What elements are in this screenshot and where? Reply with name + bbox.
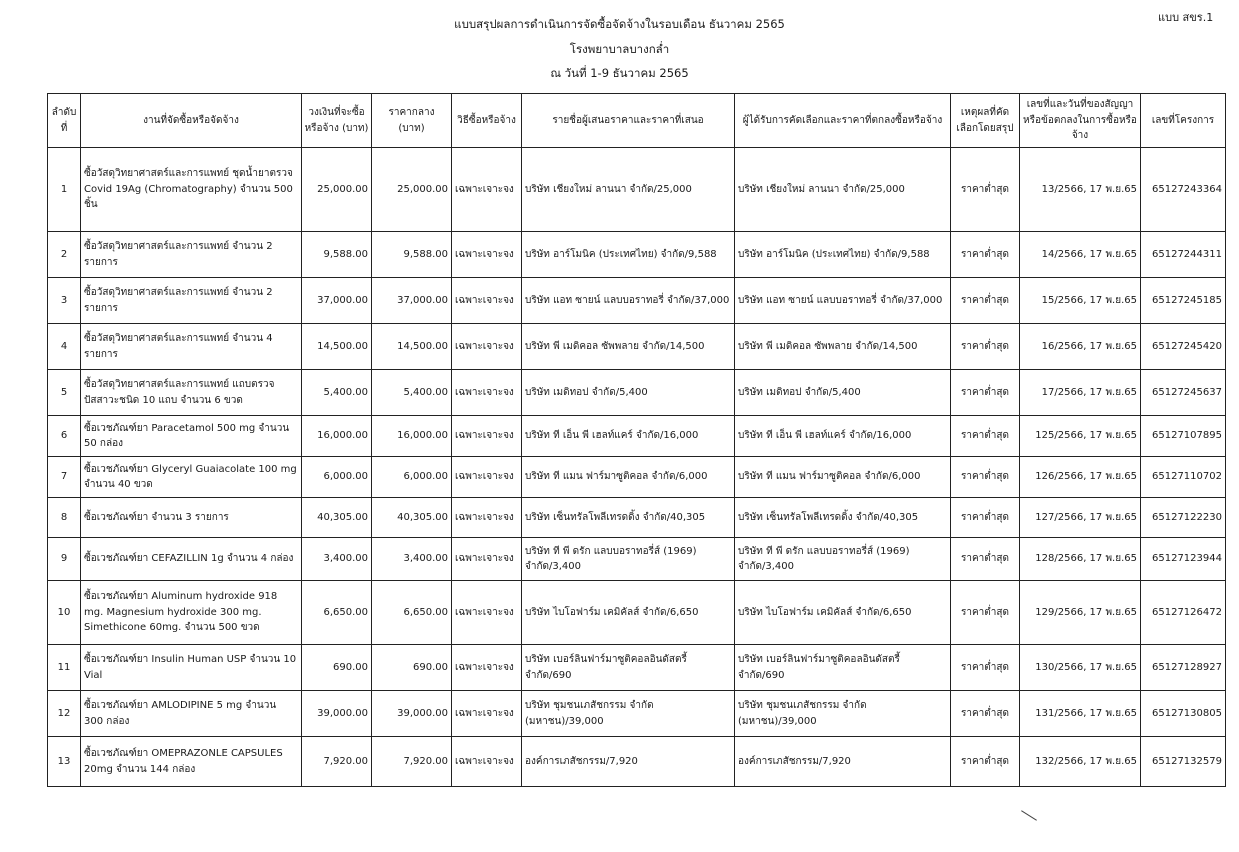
table-cell-contract: 126/2566, 17 พ.ย.65 — [1020, 457, 1141, 498]
table-cell-project: 65127132579 — [1141, 737, 1226, 787]
table-cell-reason: ราคาต่ำสุด — [951, 416, 1020, 457]
table-cell-project: 65127110702 — [1141, 457, 1226, 498]
table-cell-method: เฉพาะเจาะจง — [452, 324, 522, 370]
table-cell-reason: ราคาต่ำสุด — [951, 737, 1020, 787]
table-cell-contract: 14/2566, 17 พ.ย.65 — [1020, 232, 1141, 278]
table-row — [48, 278, 1226, 324]
table-cell-bidders: บริษัท เบอร์ลินฟาร์มาซูติคอลอินดัสตรี้ จำกัด/690 — [522, 645, 735, 691]
table-cell-winner: บริษัท ที เอ็น พี เฮลท์แคร์ จำกัด/16,000 — [735, 416, 951, 457]
table-cell-median: 9,588.00 — [372, 232, 452, 278]
table-cell-contract: 132/2566, 17 พ.ย.65 — [1020, 737, 1141, 787]
table-cell-contract: 128/2566, 17 พ.ย.65 — [1020, 538, 1141, 581]
table-cell-project: 65127245420 — [1141, 324, 1226, 370]
table-row — [48, 581, 1226, 645]
table-cell-item: ซื้อเวชภัณฑ์ยา AMLODIPINE 5 mg จำนวน 300 กล่อง — [81, 691, 302, 737]
table-cell-budget: 40,305.00 — [302, 498, 372, 538]
table-row — [48, 232, 1226, 278]
table-cell-no: 5 — [48, 370, 81, 416]
table-cell-reason: ราคาต่ำสุด — [951, 538, 1020, 581]
table-cell-winner: บริษัท ไบโอฟาร์ม เคมิคัลส์ จำกัด/6,650 — [735, 581, 951, 645]
table-cell-winner: บริษัท ชุมชนเภสัชกรรม จำกัด (มหาชน)/39,000 — [735, 691, 951, 737]
table-cell-project: 65127245185 — [1141, 278, 1226, 324]
table-cell-median: 7,920.00 — [372, 737, 452, 787]
table-cell-budget: 6,650.00 — [302, 581, 372, 645]
table-cell-item: ซื้อเวชภัณฑ์ยา Paracetamol 500 mg จำนวน 50 กล่อง — [81, 416, 302, 457]
table-cell-no: 2 — [48, 232, 81, 278]
table-cell-item: ซื้อเวชภัณฑ์ยา Insulin Human USP จำนวน 10 Vial — [81, 645, 302, 691]
col-header-bidders: รายชื่อผู้เสนอราคาและราคาที่เสนอ — [522, 94, 735, 148]
table-cell-contract: 129/2566, 17 พ.ย.65 — [1020, 581, 1141, 645]
table-cell-no: 11 — [48, 645, 81, 691]
table-cell-median: 16,000.00 — [372, 416, 452, 457]
form-code: แบบ สขร.1 — [1158, 11, 1214, 24]
table-cell-project: 65127122230 — [1141, 498, 1226, 538]
table-row — [48, 538, 1226, 581]
table-cell-no: 9 — [48, 538, 81, 581]
table-cell-winner: บริษัท เซ็นทรัลโพลีเทรดดิ้ง จำกัด/40,305 — [735, 498, 951, 538]
report-date: ณ วันที่ 1-9 ธันวาคม 2565 — [550, 66, 689, 80]
table-cell-reason: ราคาต่ำสุด — [951, 691, 1020, 737]
col-header-item: งานที่จัดซื้อหรือจัดจ้าง — [81, 94, 302, 148]
table-row — [48, 370, 1226, 416]
table-cell-bidders: บริษัท แอท ซายน์ แลบบอราทอรี่ จำกัด/37,000 — [522, 278, 735, 324]
table-cell-median: 5,400.00 — [372, 370, 452, 416]
table-cell-item: ซื้อวัสดุวิทยาศาสตร์และการแพทย์ จำนวน 2 รายการ — [81, 278, 302, 324]
table-cell-budget: 7,920.00 — [302, 737, 372, 787]
table-cell-project: 65127123944 — [1141, 538, 1226, 581]
table-cell-reason: ราคาต่ำสุด — [951, 370, 1020, 416]
table-cell-bidders: บริษัท เชียงใหม่ ลานนา จำกัด/25,000 — [522, 148, 735, 232]
table-cell-median: 40,305.00 — [372, 498, 452, 538]
table-cell-project: 65127107895 — [1141, 416, 1226, 457]
table-cell-method: เฉพาะเจาะจง — [452, 232, 522, 278]
table-row — [48, 691, 1226, 737]
table-cell-item: ซื้อวัสดุวิทยาศาสตร์และการแพทย์ จำนวน 4 รายการ — [81, 324, 302, 370]
table-cell-item: ซื้อวัสดุวิทยาศาสตร์และการแพทย์ แถบตรวจปัสสาวะชนิด 10 แถบ จำนวน 6 ขวด — [81, 370, 302, 416]
table-cell-item: ซื้อเวชภัณฑ์ยา OMEPRAZONLE CAPSULES 20mg จำนวน 144 กล่อง — [81, 737, 302, 787]
table-cell-method: เฉพาะเจาะจง — [452, 691, 522, 737]
table-cell-budget: 6,000.00 — [302, 457, 372, 498]
table-cell-winner: บริษัท เชียงใหม่ ลานนา จำกัด/25,000 — [735, 148, 951, 232]
table-cell-budget: 5,400.00 — [302, 370, 372, 416]
table-cell-no: 4 — [48, 324, 81, 370]
table-cell-budget: 14,500.00 — [302, 324, 372, 370]
table-cell-reason: ราคาต่ำสุด — [951, 278, 1020, 324]
table-cell-bidders: บริษัท พี เมดิคอล ซัพพลาย จำกัด/14,500 — [522, 324, 735, 370]
table-cell-contract: 17/2566, 17 พ.ย.65 — [1020, 370, 1141, 416]
organization-name: โรงพยาบาลบางกล่ำ — [569, 42, 670, 56]
table-cell-project: 65127130805 — [1141, 691, 1226, 737]
table-cell-method: เฉพาะเจาะจง — [452, 645, 522, 691]
table-cell-reason: ราคาต่ำสุด — [951, 457, 1020, 498]
table-cell-reason: ราคาต่ำสุด — [951, 581, 1020, 645]
table-cell-median: 37,000.00 — [372, 278, 452, 324]
table-cell-median: 25,000.00 — [372, 148, 452, 232]
table-cell-median: 3,400.00 — [372, 538, 452, 581]
table-row — [48, 498, 1226, 538]
table-cell-bidders: องค์การเภสัชกรรม/7,920 — [522, 737, 735, 787]
table-cell-contract: 15/2566, 17 พ.ย.65 — [1020, 278, 1141, 324]
table-cell-budget: 690.00 — [302, 645, 372, 691]
col-header-median: ราคากลาง (บาท) — [372, 94, 452, 148]
table-cell-method: เฉพาะเจาะจง — [452, 278, 522, 324]
table-cell-project: 65127243364 — [1141, 148, 1226, 232]
table-cell-median: 39,000.00 — [372, 691, 452, 737]
col-header-contract: เลขที่และวันที่ของสัญญาหรือข้อตกลงในการซื้อหรือจ้าง — [1020, 94, 1141, 148]
table-cell-item: ซื้อวัสดุวิทยาศาสตร์และการแพทย์ จำนวน 2 รายการ — [81, 232, 302, 278]
col-header-no: ลำดับที่ — [48, 94, 81, 148]
table-row — [48, 645, 1226, 691]
table-cell-method: เฉพาะเจาะจง — [452, 148, 522, 232]
table-cell-method: เฉพาะเจาะจง — [452, 416, 522, 457]
table-cell-no: 1 — [48, 148, 81, 232]
table-cell-bidders: บริษัท ที พี ดรัก แลบบอราทอรี่ส์ (1969) จำกัด/3,400 — [522, 538, 735, 581]
table-cell-method: เฉพาะเจาะจง — [452, 538, 522, 581]
table-cell-reason: ราคาต่ำสุด — [951, 645, 1020, 691]
table-cell-contract: 16/2566, 17 พ.ย.65 — [1020, 324, 1141, 370]
table-cell-bidders: บริษัท เมดิทอป จำกัด/5,400 — [522, 370, 735, 416]
table-row — [48, 148, 1226, 232]
table-cell-winner: บริษัท ที แมน ฟาร์มาซูติคอล จำกัด/6,000 — [735, 457, 951, 498]
table-cell-bidders: บริษัท อาร์โมนิค (ประเทศไทย) จำกัด/9,588 — [522, 232, 735, 278]
table-cell-item: ซื้อเวชภัณฑ์ยา Aluminum hydroxide 918 mg. Magnesium hydroxide 300 mg. Simethicone 60mg. จำนวน 500 ขวด — [81, 581, 302, 645]
table-cell-no: 3 — [48, 278, 81, 324]
table-cell-winner: องค์การเภสัชกรรม/7,920 — [735, 737, 951, 787]
table-cell-project: 65127244311 — [1141, 232, 1226, 278]
table-cell-budget: 9,588.00 — [302, 232, 372, 278]
table-cell-bidders: บริษัท ไบโอฟาร์ม เคมิคัลส์ จำกัด/6,650 — [522, 581, 735, 645]
table-cell-no: 7 — [48, 457, 81, 498]
table-cell-budget: 39,000.00 — [302, 691, 372, 737]
table-cell-median: 14,500.00 — [372, 324, 452, 370]
table-cell-item: ซื้อเวชภัณฑ์ยา Glyceryl Guaiacolate 100 mg จำนวน 40 ขวด — [81, 457, 302, 498]
table-cell-item: ซื้อวัสดุวิทยาศาสตร์และการแพทย์ ชุดน้ำยาตรวจ Covid 19Ag (Chromatography) จำนวน 500 ชิ้น — [81, 148, 302, 232]
table-cell-bidders: บริษัท เซ็นทรัลโพลีเทรดดิ้ง จำกัด/40,305 — [522, 498, 735, 538]
procurement-table — [47, 93, 1226, 787]
table-cell-winner: บริษัท เมดิทอป จำกัด/5,400 — [735, 370, 951, 416]
table-cell-contract: 13/2566, 17 พ.ย.65 — [1020, 148, 1141, 232]
table-cell-method: เฉพาะเจาะจง — [452, 457, 522, 498]
table-cell-item: ซื้อเวชภัณฑ์ยา CEFAZILLIN 1g จำนวน 4 กล่อง — [81, 538, 302, 581]
table-cell-method: เฉพาะเจาะจง — [452, 737, 522, 787]
table-cell-method: เฉพาะเจาะจง — [452, 498, 522, 538]
table-row — [48, 416, 1226, 457]
table-cell-contract: 125/2566, 17 พ.ย.65 — [1020, 416, 1141, 457]
table-cell-contract: 130/2566, 17 พ.ย.65 — [1020, 645, 1141, 691]
table-cell-no: 8 — [48, 498, 81, 538]
table-cell-method: เฉพาะเจาะจง — [452, 581, 522, 645]
col-header-reason: เหตุผลที่คัดเลือกโดยสรุป — [951, 94, 1020, 148]
table-cell-median: 6,000.00 — [372, 457, 452, 498]
table-cell-budget: 37,000.00 — [302, 278, 372, 324]
table-cell-winner: บริษัท เบอร์ลินฟาร์มาซูติคอลอินดัสตรี้ จำกัด/690 — [735, 645, 951, 691]
table-cell-reason: ราคาต่ำสุด — [951, 232, 1020, 278]
table-cell-winner: บริษัท แอท ซายน์ แลบบอราทอรี่ จำกัด/37,000 — [735, 278, 951, 324]
table-cell-method: เฉพาะเจาะจง — [452, 370, 522, 416]
col-header-method: วิธีซื้อหรือจ้าง — [452, 94, 522, 148]
table-cell-bidders: บริษัท ที เอ็น พี เฮลท์แคร์ จำกัด/16,000 — [522, 416, 735, 457]
table-cell-budget: 25,000.00 — [302, 148, 372, 232]
table-cell-winner: บริษัท ที พี ดรัก แลบบอราทอรี่ส์ (1969) จำกัด/3,400 — [735, 538, 951, 581]
table-cell-bidders: บริษัท ที แมน ฟาร์มาซูติคอล จำกัด/6,000 — [522, 457, 735, 498]
table-header-row — [48, 94, 1226, 148]
table-row — [48, 457, 1226, 498]
table-row — [48, 324, 1226, 370]
table-cell-project: 65127126472 — [1141, 581, 1226, 645]
table-cell-winner: บริษัท อาร์โมนิค (ประเทศไทย) จำกัด/9,588 — [735, 232, 951, 278]
table-cell-budget: 3,400.00 — [302, 538, 372, 581]
table-cell-median: 690.00 — [372, 645, 452, 691]
table-cell-reason: ราคาต่ำสุด — [951, 148, 1020, 232]
table-cell-project: 65127128927 — [1141, 645, 1226, 691]
table-cell-bidders: บริษัท ชุมชนเภสัชกรรม จำกัด (มหาชน)/39,000 — [522, 691, 735, 737]
document-title: แบบสรุปผลการดำเนินการจัดซื้อจัดจ้างในรอบเดือน ธันวาคม 2565 — [454, 17, 785, 31]
table-cell-item: ซื้อเวชภัณฑ์ยา จำนวน 3 รายการ — [81, 498, 302, 538]
table-cell-project: 65127245637 — [1141, 370, 1226, 416]
table-cell-no: 6 — [48, 416, 81, 457]
col-header-winner: ผู้ได้รับการคัดเลือกและราคาที่ตกลงซื้อหรือจ้าง — [735, 94, 951, 148]
table-cell-no: 13 — [48, 737, 81, 787]
table-cell-median: 6,650.00 — [372, 581, 452, 645]
table-cell-reason: ราคาต่ำสุด — [951, 498, 1020, 538]
table-cell-contract: 131/2566, 17 พ.ย.65 — [1020, 691, 1141, 737]
table-cell-no: 10 — [48, 581, 81, 645]
table-row — [48, 737, 1226, 787]
col-header-budget: วงเงินที่จะซื้อหรือจ้าง (บาท) — [302, 94, 372, 148]
table-cell-contract: 127/2566, 17 พ.ย.65 — [1020, 498, 1141, 538]
table-cell-winner: บริษัท พี เมดิคอล ซัพพลาย จำกัด/14,500 — [735, 324, 951, 370]
table-cell-no: 12 — [48, 691, 81, 737]
pen-mark — [1021, 810, 1037, 820]
table-cell-reason: ราคาต่ำสุด — [951, 324, 1020, 370]
table-cell-budget: 16,000.00 — [302, 416, 372, 457]
col-header-project: เลขที่โครงการ — [1141, 94, 1226, 148]
